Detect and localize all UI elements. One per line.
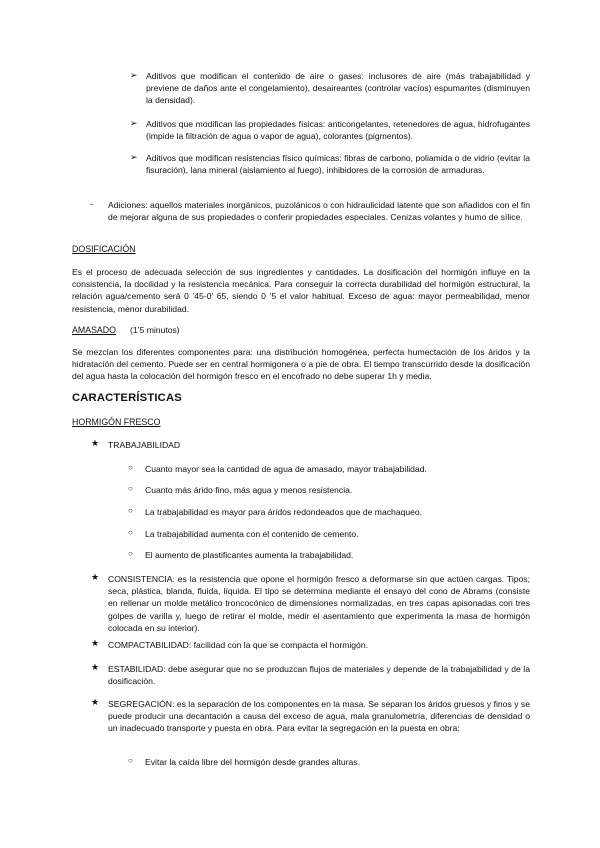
trabajabilidad-item: El aumento de plastificantes aumenta la trabajabilidad. [145,550,354,560]
star-bullet-icon: ★ [91,662,100,672]
star-bullet-icon: ★ [91,638,100,648]
compactabilidad-paragraph: COMPACTABILIDAD: facilidad con la que se compacta el hormigón. [108,640,368,650]
amasado-heading: AMASADO [72,325,116,335]
circle-bullet-icon: ○ [128,549,133,558]
trabajabilidad-item: La trabajabilidad aumenta con el contenido de cemento. [145,529,359,539]
star-bullet-icon: ★ [91,572,100,582]
additive-item [130,118,530,142]
additive-item [130,70,530,107]
trabajabilidad-label: TRABAJABILIDAD [108,440,181,450]
additive-item [130,152,530,176]
star-bullet-icon: ★ [91,697,100,707]
circle-bullet-icon: ○ [128,484,133,493]
caracteristicas-title: CARACTERÍSTICAS [72,392,182,404]
amasado-duration: (1’5 minutos) [130,325,180,335]
additive-text: Aditivos que modifican el contenido de aire o gases: inclusores de aire (más trabajabilidad y previene de daños ante el congelamiento), desaireantes (controlar vacíos) espumantes (disminuyen la densidad). [146,71,530,106]
additive-text: Aditivos que modifican las propiedades físicas: anticongelantes, retenedores de agua, hidrofugantes (impide la filtración de agua o vapor de agua), colorantes (pigmentos). [146,119,530,142]
segregacion-paragraph: SEGREGACIÓN: es la separación de los componentes en la masa. Se separan los áridos gruesos y finos y se puede producir una decantación a causa del exceso de agua, mala granulometría, diferencias de densidad o un inadecuado transporte y puesta en obra. Para evitar la segregación en la puesta en obra: [108,699,530,734]
segregacion-item: Evitar la caída libre del hormigón desde grandes alturas. [145,757,360,767]
circle-bullet-icon: ○ [128,506,133,515]
trabajabilidad-item: Cuanto mayor sea la cantidad de agua de amasado, mayor trabajabilidad. [145,464,427,474]
circle-bullet-icon: ○ [128,756,133,765]
dash-bullet: - [90,199,93,209]
additive-text: Aditivos que modifican resistencias físico químicas: fibras de carbono, poliamida o de vidrio (evitar la fisuración), lana mineral (aislamiento al fuego), inhibidores de la corrosión de armaduras. [146,153,530,176]
arrow-bullet-icon: ➢ [130,152,138,162]
circle-bullet-icon: ○ [128,528,133,537]
circle-bullet-icon: ○ [128,463,133,472]
estabilidad-paragraph: ESTABILIDAD: debe asegurar que no se produzcan flujos de materiales y depende de la trabajabilidad y de la dosificación. [108,664,530,687]
adiciones-paragraph: Adiciones: aquellos materiales inorgánicos, puzolánicos o con hidraulicidad latente que son añadidos con el fin de mejorar alguna de sus propiedades o conferir propiedades especiales. Cenizas volantes y humo de sílice. [108,200,530,223]
dosificacion-paragraph: Es el proceso de adecuada selección de sus ingredientes y cantidades. La dosificación del hormigón influye en la consistencia, la docilidad y la resistencia mecánica. Para conseguir la correcta durabilidad del hormigón estructural, la relación agua/cemento será 0 ’45-0’ 65, siendo 0 ’5 el valor habitual. Exceso de agua: mayor permeabilidad, menor resistencia, menor durabilidad. [72,267,530,314]
star-bullet-icon: ★ [91,438,100,448]
trabajabilidad-item: Cuanto más árido fino, más agua y menos resistencia. [145,485,353,495]
consistencia-paragraph: CONSISTENCIA: es la resistencia que opone el hormigón fresco a deformarse sin que actúen cargas. Tipos; seca, plástica, blanda, fluida, líquida. El tipo se determina mediante el ensayo del cono de Abrams (consiste en rellenar un molde metálico troncocónico de dimensiones normalizadas, en tres capas apisonadas con tres golpes de varilla y, luego de retirar el molde, medir el asentamiento que experimenta la masa de hormigón colocada en su interior). [108,574,530,633]
trabajabilidad-item: La trabajabilidad es mayor para áridos redondeados que de machaqueo. [145,507,423,517]
arrow-bullet-icon: ➢ [130,118,138,128]
dosificacion-heading: DOSIFICACIÓN [72,244,136,254]
hormigon-fresco-heading: HORMIGÓN FRESCO [72,417,161,427]
arrow-bullet-icon: ➢ [130,70,138,80]
amasado-paragraph: Se mezclan los diferentes componentes para: una distribución homogénea, perfecta humectación de los áridos y la hidratación del cemento. Puede ser en central hormigonera o a pie de obra. El tiempo transcurrido desde la dosificación del agua hasta la colocación del hormigón fresco en el encofrado no debe superar 1h y media. [72,347,530,382]
